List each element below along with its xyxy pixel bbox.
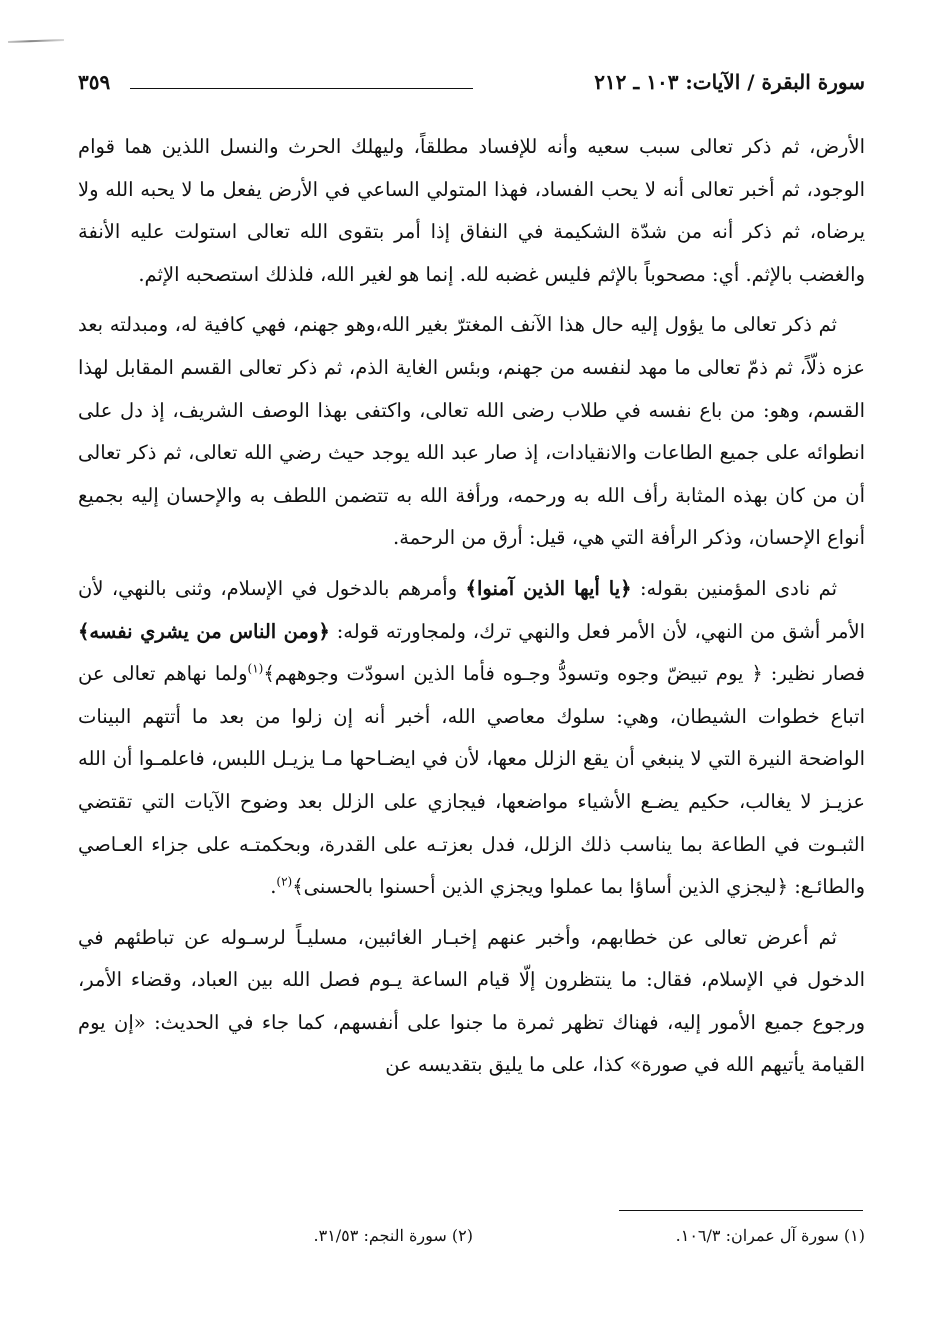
paragraph-4: ثم أعرض تعالى عن خطابهم، وأخبر عنهم إخبـار الغائبين، مسليـاً لرسـوله عن تباطئهم في الدخول في الإسلام، فقال: ما ينتظرون إلّا قيام الساعة يـوم فصل الله بين العباد، وقضاء الأمر، ورجوع جميع الأمور إليه، فهناك تظهر ثمرة ما جنوا على أنفسهم، كما جاء في الحديث: «إن يوم القيامة يأتيهم الله في صورة» كذا، على ما يليق بتقديسه عن — [78, 925, 865, 1077]
footnote-2: (٢) سورة النجم: ٣١/٥٣. — [313, 1226, 473, 1245]
quran-quote-2: ﴿ومن الناس من يشري نفسه﴾ — [78, 619, 330, 643]
paragraph-1: الأرض، ثم ذكر تعالى سبب سعيه وأنه للإفساد مطلقاً، وليهلك الحرث والنسل اللذين هما قوام الوجود، ثم أخبر تعالى أنه لا يحب الفساد، فهذا المتولي الساعي في الأرض يفعل ما لا يحبه الله ولا يرضاه، ثم ذكر أنه من شدّة الشكيمة في النفاق إذا أمر بتقوى الله تعالى استولت عليه الأنفة والغضب بالإثم. أي: مصحوباً بالإثم فليس غضبه لله. إنما هو لغير الله، فلذلك استصحبه الإثم. — [78, 135, 865, 286]
header-rule — [130, 88, 473, 89]
main-text — [78, 126, 865, 1087]
footnote-ref-2: (٢) — [276, 874, 293, 889]
paragraph-3 — [78, 568, 865, 909]
header-title: سورة البقرة / الآيات: ١٠٣ ـ ٢١٢ — [594, 70, 865, 94]
footnotes — [78, 1226, 865, 1256]
footnote-1: (١) سورة آل عمران: ١٠٦/٣. — [675, 1226, 865, 1245]
page-number: ٣٥٩ — [78, 70, 111, 94]
footnote-ref-1: (١) — [247, 661, 264, 676]
paragraph-3-text-1: ثم نادى المؤمنين بقوله: — [631, 576, 837, 600]
quran-quote-1: ﴿يا أيها الذين آمنوا﴾ — [465, 576, 632, 600]
paragraph-3-text-2: وأمرهم بالدخول في الإسلام، وثنى بالنهي، لأن الأمر أشق من النهي، لأن الأمر فعل والنهي ترك، ولمجاورته قوله: — [78, 576, 865, 643]
paragraph-2: ثم ذكر تعالى ما يؤول إليه حال هذا الآنف المغترّ بغير الله،وهو جهنم، فهي كافية له، ومبدلته بعد عزه ذلّاً، ثم ذمّ تعالى ما مهد لنفسه من جهنم، وبئس الغاية الذم، ثم ذكر تعالى القسم المقابل لهذا القسم، وهو: من باع نفسه في طلاب رضى الله تعالى، واكتفى بهذا الوصف الشريف، إذ دل على انطوائه على جميع الطاعات والانقيادات، إذ صار عبد الله يوجد حيث رضي الله تعالى، ثم ذكر تعالى أن من كان بهذه المثابة رأف الله به ورحمه، ورأفة الله به تتضمن اللطف به والإحسان إليه بجميع أنواع الإحسان، وذكر الرأفة التي هي، قيل: أرق من الرحمة. — [78, 313, 865, 550]
running-header — [78, 68, 865, 104]
scan-mark — [8, 39, 64, 43]
paragraph-3-text-5: . — [270, 875, 277, 899]
paragraph-3-text-3: فصار نظير: ﴿ يوم تبيضّ وجوه وتسودُّ وجـوه فأما الذين اسودّت وجوههم﴾ — [263, 662, 865, 686]
paragraph-3-text-4: ولما نهاهم تعالى عن اتباع خطوات الشيطان، وهي: سلوك معاصي الله، أخبر أنه إن زلوا من بعد ما أتتهم البينات الواضحة النيرة التي لا ينبغي أن يقع الزلل معها، لأن في ايضـاحها مـا يزيـل اللبس، فاعلمـوا أن الله عزيـز لا يغالب، حكيم يضـع الأشياء مواضعها، فيجازي على الزلل بعد وضوح الآيات التي تقتضي الثبـوت في الطاعة بما يناسب ذلك الزلل، فدل بعزتـه على القدرة، وبحكمتـه على جزاء العـاصي والطائـع: ﴿ليجزي الذين أساؤا بما عملوا ويجزي الذين أحسنوا بالحسنى﴾ — [78, 662, 865, 899]
footnote-rule — [619, 1210, 863, 1211]
